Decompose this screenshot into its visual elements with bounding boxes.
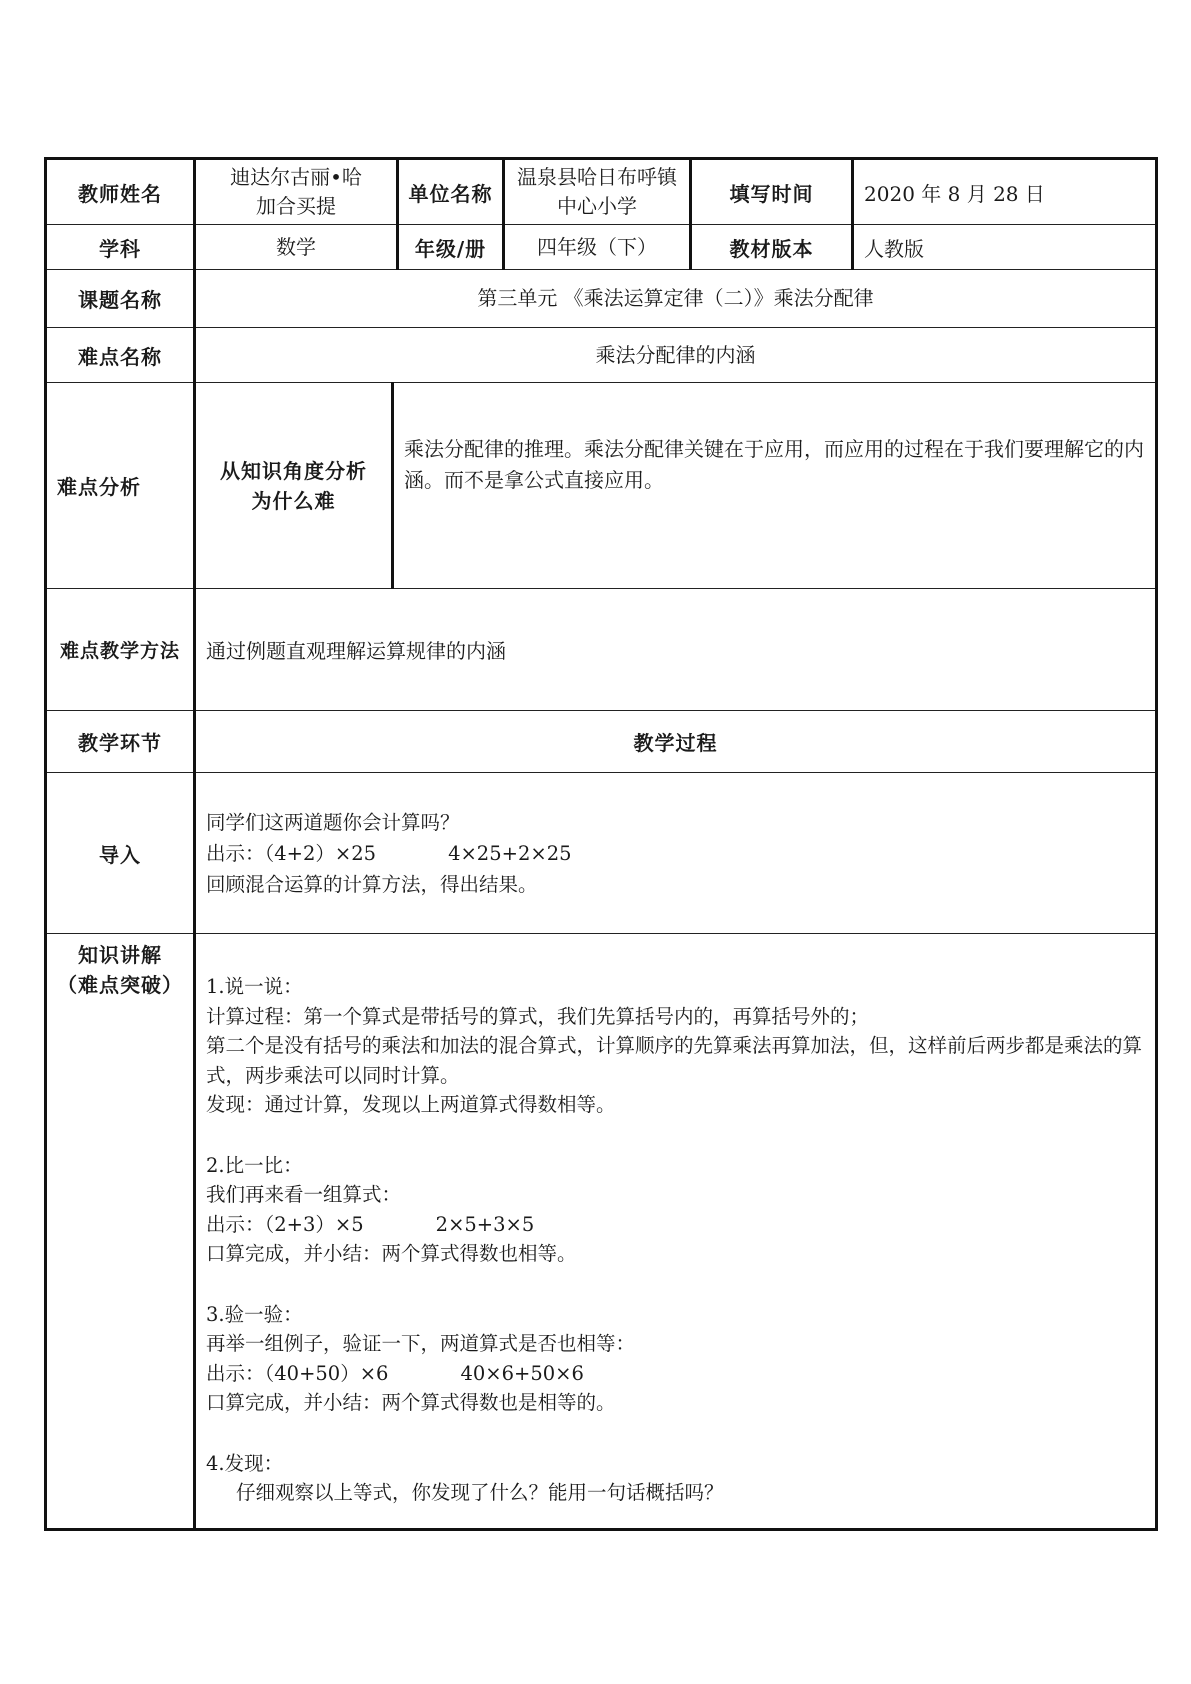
lecture-label-line2: （难点突破） — [57, 973, 183, 997]
lesson-plan-form — [44, 157, 1155, 1531]
intro-line: 同学们这两道题你会计算吗？ — [206, 810, 460, 834]
analysis-text: 乘法分配律的推理。乘法分配律关键在于应用，而应用的过程在于我们要理解它的内涵。而不是拿公式直接应用。 — [393, 383, 1157, 589]
analysis-label: 难点分析 — [46, 383, 195, 589]
header-row — [46, 159, 1157, 225]
intro-line: 回顾混合运算的计算方法，得出结果。 — [206, 872, 538, 896]
teacher-name-value — [195, 159, 398, 225]
topic-label: 课题名称 — [46, 270, 195, 328]
section-2-expression-a: 出示：（2+3）×5 — [206, 1212, 364, 1236]
lecture-label-line1: 知识讲解 — [78, 943, 162, 967]
section-2-title: 2.比一比： — [206, 1153, 303, 1177]
subject-label: 学科 — [46, 225, 195, 270]
section-2-line: 我们再来看一组算式： — [206, 1183, 402, 1206]
grade-value: 四年级（下） — [504, 225, 691, 270]
section-2-line — [206, 1210, 1145, 1240]
topic-value: 第三单元 《乘法运算定律（二）》乘法分配律 — [195, 270, 1157, 328]
analysis-row — [46, 383, 1157, 589]
teacher-name-line1: 迪达尔古丽•哈 — [230, 165, 362, 189]
intro-row — [46, 773, 1157, 934]
teacher-name-label: 教师姓名 — [46, 159, 195, 225]
method-label: 难点教学方法 — [46, 589, 195, 711]
section-2-line: 口算完成，并小结：两个算式得数也相等。 — [206, 1242, 577, 1265]
section-1-title: 1.说一说： — [206, 975, 303, 998]
intro-line — [206, 838, 1145, 869]
subject-value: 数学 — [195, 225, 398, 270]
lecture-label — [46, 934, 195, 1530]
unit-name-value — [504, 159, 691, 225]
grade-label: 年级/册 — [398, 225, 504, 270]
section-4-title: 4.发现： — [206, 1451, 284, 1475]
process-header-value: 教学过程 — [195, 711, 1157, 773]
unit-name-label: 单位名称 — [398, 159, 504, 225]
lecture-row — [46, 934, 1157, 1530]
section-3-line: 再举一组例子，验证一下，两道算式是否也相等： — [206, 1332, 636, 1355]
edition-value: 人教版 — [853, 225, 1157, 270]
process-header-row — [46, 711, 1157, 773]
lecture-content — [195, 934, 1157, 1530]
intro-expression-b: 4×25+2×25 — [448, 841, 572, 865]
section-1-line: 发现：通过计算，发现以上两道算式得数相等。 — [206, 1093, 616, 1116]
intro-content — [195, 773, 1157, 934]
section-3-line — [206, 1359, 1145, 1389]
difficulty-value: 乘法分配律的内涵 — [195, 328, 1157, 383]
info-row — [46, 225, 1157, 270]
fill-date-label: 填写时间 — [691, 159, 853, 225]
intro-expression-a: 出示：（4+2）×25 — [206, 841, 377, 865]
analysis-sub-label: 从知识角度分析为什么难 — [195, 383, 393, 589]
process-stage-label: 教学环节 — [46, 711, 195, 773]
unit-name-line1: 温泉县哈日布呼镇 — [517, 165, 678, 189]
method-row — [46, 589, 1157, 711]
lesson-plan-table — [44, 157, 1158, 1531]
method-value: 通过例题直观理解运算规律的内涵 — [195, 589, 1157, 711]
teacher-name-line2: 加合买提 — [256, 194, 336, 218]
difficulty-row — [46, 328, 1157, 383]
fill-date-value: 2020 年 8 月 28 日 — [853, 159, 1157, 225]
topic-row — [46, 270, 1157, 328]
section-1-line: 计算过程：第一个算式是带括号的算式，我们先算括号内的，再算括号外的； — [206, 1004, 870, 1028]
unit-name-line2: 中心小学 — [557, 194, 638, 218]
section-3-title: 3.验一验： — [206, 1302, 303, 1326]
section-3-line: 口算完成，并小结：两个算式得数也是相等的。 — [206, 1391, 616, 1414]
edition-label: 教材版本 — [691, 225, 853, 270]
section-3-expression-b: 40×6+50×6 — [460, 1361, 584, 1385]
intro-label: 导入 — [46, 773, 195, 934]
section-1-line: 第二个是没有括号的乘法和加法的混合算式，计算顺序的先算乘法再算加法，但，这样前后两步都是乘法的算式，两步乘法可以同时计算。 — [206, 1034, 1143, 1087]
section-2-expression-b: 2×5+3×5 — [435, 1212, 535, 1236]
section-4-line: 仔细观察以上等式，你发现了什么？能用一句话概括吗？ — [236, 1481, 724, 1504]
difficulty-label: 难点名称 — [46, 328, 195, 383]
section-3-expression-a: 出示：（40+50）×6 — [206, 1361, 389, 1385]
